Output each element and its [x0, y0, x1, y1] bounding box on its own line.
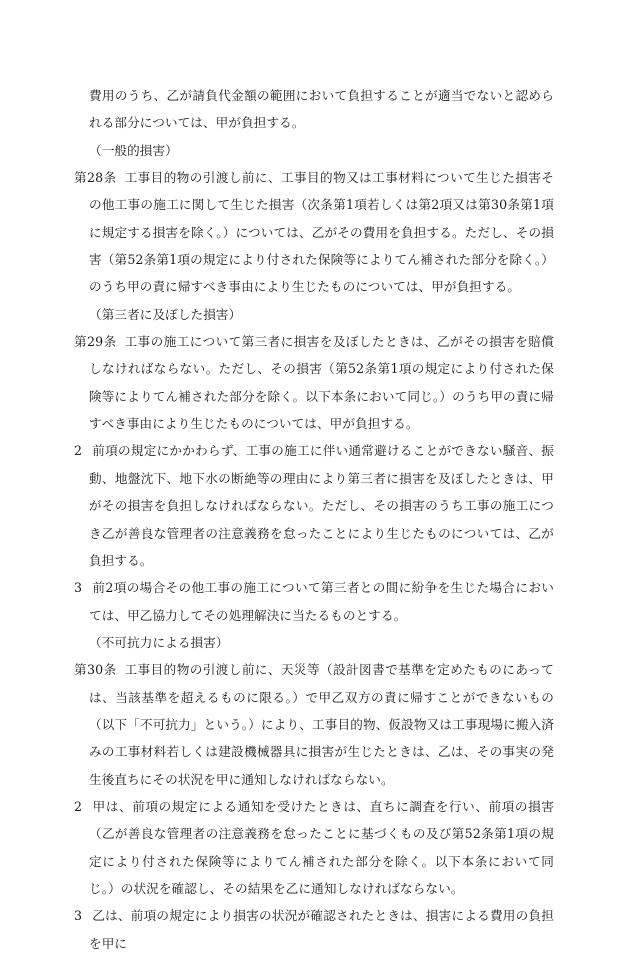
article-29-item-2 — [74, 437, 554, 574]
article-30-text: 工事目的物の引渡し前に、天災等（設計図書で基準を定めたものにあっては、当該基準を超えるものに限る。）で甲乙双方の責に帰すことができないもの（以下「不可抗力」という。）により、工事目的物、仮設物又は工事現場に搬入済みの工事材料若しくは建設機械器具に損害が生じたときは、乙は、その事実の発生後直ちにその状況を甲に通知しなければならない。 — [89, 662, 554, 787]
article-30-item-2 — [74, 793, 554, 902]
article-29-number: 第29条 — [74, 334, 117, 350]
article-30-item-3-text: 乙は、前項の規定により損害の状況が確認されたときは、損害による費用の負担を甲に — [89, 908, 554, 951]
article-30-number: 第30条 — [74, 662, 117, 678]
article-29-item-2-number: 2 — [74, 443, 83, 459]
article-28 — [74, 164, 554, 301]
heading-general-damage: （一般的損害） — [89, 142, 178, 158]
heading-force-majeure-damage: （不可抗力による損害） — [89, 634, 229, 650]
article-29-item-3-text: 前2項の場合その他工事の施工について第三者との間に紛争を生じた場合においては、甲乙協力してその処理解決に当たるものとする。 — [89, 580, 554, 623]
article-29-item-2-text: 前項の規定にかかわらず、工事の施工に伴い通常避けることができない騒音、振動、地盤沈下、地下水の断絶等の理由により第三者に損害を及ぼしたときは、甲がその損害を負担しなければならない。ただし、その損害のうち工事の施工につき乙が善良な管理者の注意義務を怠ったことにより生じたものについては、乙が負担する。 — [89, 443, 554, 568]
article-30-item-3 — [74, 902, 554, 957]
article-29 — [74, 328, 554, 437]
article-29-item-3-number: 3 — [74, 580, 83, 596]
article-30-item-2-number: 2 — [74, 798, 83, 814]
intro-paragraph: 費用のうち、乙が請負代金額の範囲において負担することが適当でないと認められる部分については、甲が負担する。 — [89, 88, 554, 131]
article-28-text: 工事目的物の引渡し前に、工事目的物又は工事材料について生じた損害その他工事の施工に関して生じた損害（次条第1項若しくは第2項又は第30条第1項に規定する損害を除く。）については、乙がその費用を負担する。ただし、その損害（第52条第1項の規定により付された保険等によりてん補された部分を除く。）のうち甲の責に帰すべき事由により生じたものについては、甲が負担する。 — [89, 170, 554, 295]
article-30 — [74, 656, 554, 793]
document-body — [74, 82, 554, 957]
article-30-item-2-text: 甲は、前項の規定による通知を受けたときは、直ちに調査を行い、前項の損害（乙が善良な管理者の注意義務を怠ったことに基づくもの及び第52条第1項の規定により付された保険等によりてん補された部分を除く。以下本条において同じ。）の状況を確認し、その結果を乙に通知しなければならない。 — [89, 798, 554, 896]
article-29-text: 工事の施工について第三者に損害を及ぼしたときは、乙がその損害を賠償しなければならない。ただし、その損害（第52条第1項の規定により付された保険等によりてん補された部分を除く。以下本条において同じ。）のうち甲の責に帰すべき事由により生じたものについては、甲が負担する。 — [89, 334, 554, 432]
heading-third-party-damage: （第三者に及ぼした損害） — [89, 306, 242, 322]
article-30-item-3-number: 3 — [74, 908, 83, 924]
article-28-number: 第28条 — [74, 170, 117, 186]
article-29-item-3 — [74, 574, 554, 629]
